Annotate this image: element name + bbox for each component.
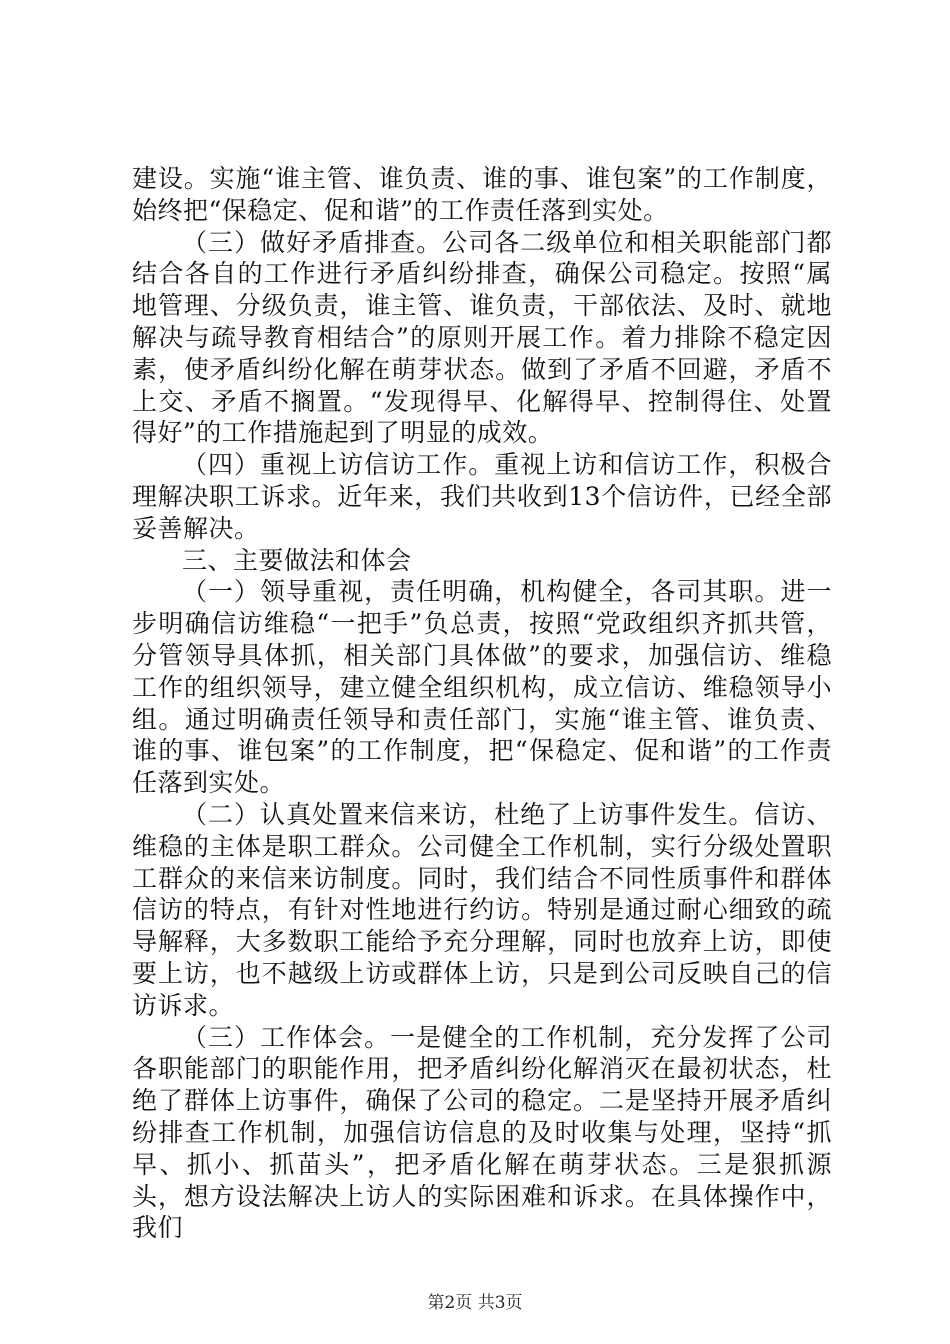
paragraph-handling-visits: （二）认真处置来信来访，杜绝了上访事件发生。信访、维稳的主体是职工群众。公司健全工作机制，实行分级处置职工群众的来信来访制度。同时，我们结合不同性质事件和群体信访的特点，有针对性地进行约访。特别是通过耐心细致的疏导解释，大多数职工能给予充分理解，同时也放弃上访，即使要上访，也不越级上访或群体上访，只是到公司反映自己的信访诉求。 [132,799,832,1020]
paragraph-leadership: （一）领导重视，责任明确，机构健全，各司其职。进一步明确信访维稳“一把手”负总责，按照“党政组织齐抓共管，分管领导具体抓，相关部门具体做”的要求，加强信访、维稳工作的组织领导，建立健全组织机构，成立信访、维稳领导小组。通过明确责任领导和责任部门，实施“谁主管、谁负责、谁的事、谁包案”的工作制度，把“保稳定、促和谐”的工作责任落到实处。 [132,577,832,798]
section-heading-practices: 三、主要做法和体会 [182,545,412,575]
paragraph-petition-work: （四）重视上访信访工作。重视上访和信访工作，积极合理解决职工诉求。近年来，我们共收到13个信访件，已经全部妥善解决。 [132,450,832,543]
page-number-footer: 第2页 共3页 [427,1293,523,1313]
paragraph-work-experience: （三）工作体会。一是健全的工作机制，充分发挥了公司各职能部门的职能作用，把矛盾纠纷化解消灭在最初状态，杜绝了群体上访事件，确保了公司的稳定。二是坚持开展矛盾纠纷排查工作机制，加强信访信息的及时收集与处理，坚持“抓早、抓小、抓苗头”，把矛盾化解在萌芽状态。三是狠抓源头，想方设法解决上访人的实际困难和诉求。在具体操作中，我们 [132,1022,832,1243]
document-body [132,163,832,1244]
paragraph-conflict-screening: （三）做好矛盾排查。公司各二级单位和相关职能部门都结合各自的工作进行矛盾纠纷排查，确保公司稳定。按照“属地管理、分级负责，谁主管、谁负责，干部依法、及时、就地解决与疏导教育相结合”的原则开展工作。着力排除不稳定因素，使矛盾纠纷化解在萌芽状态。做到了矛盾不回避，矛盾不上交、矛盾不搁置。“发现得早、化解得早、控制得住、处置得好”的工作措施起到了明显的成效。 [132,227,832,448]
paragraph-continuation: 建设。实施“谁主管、谁负责、谁的事、谁包案”的工作制度，始终把“保稳定、促和谐”的工作责任落到实处。 [132,164,832,225]
